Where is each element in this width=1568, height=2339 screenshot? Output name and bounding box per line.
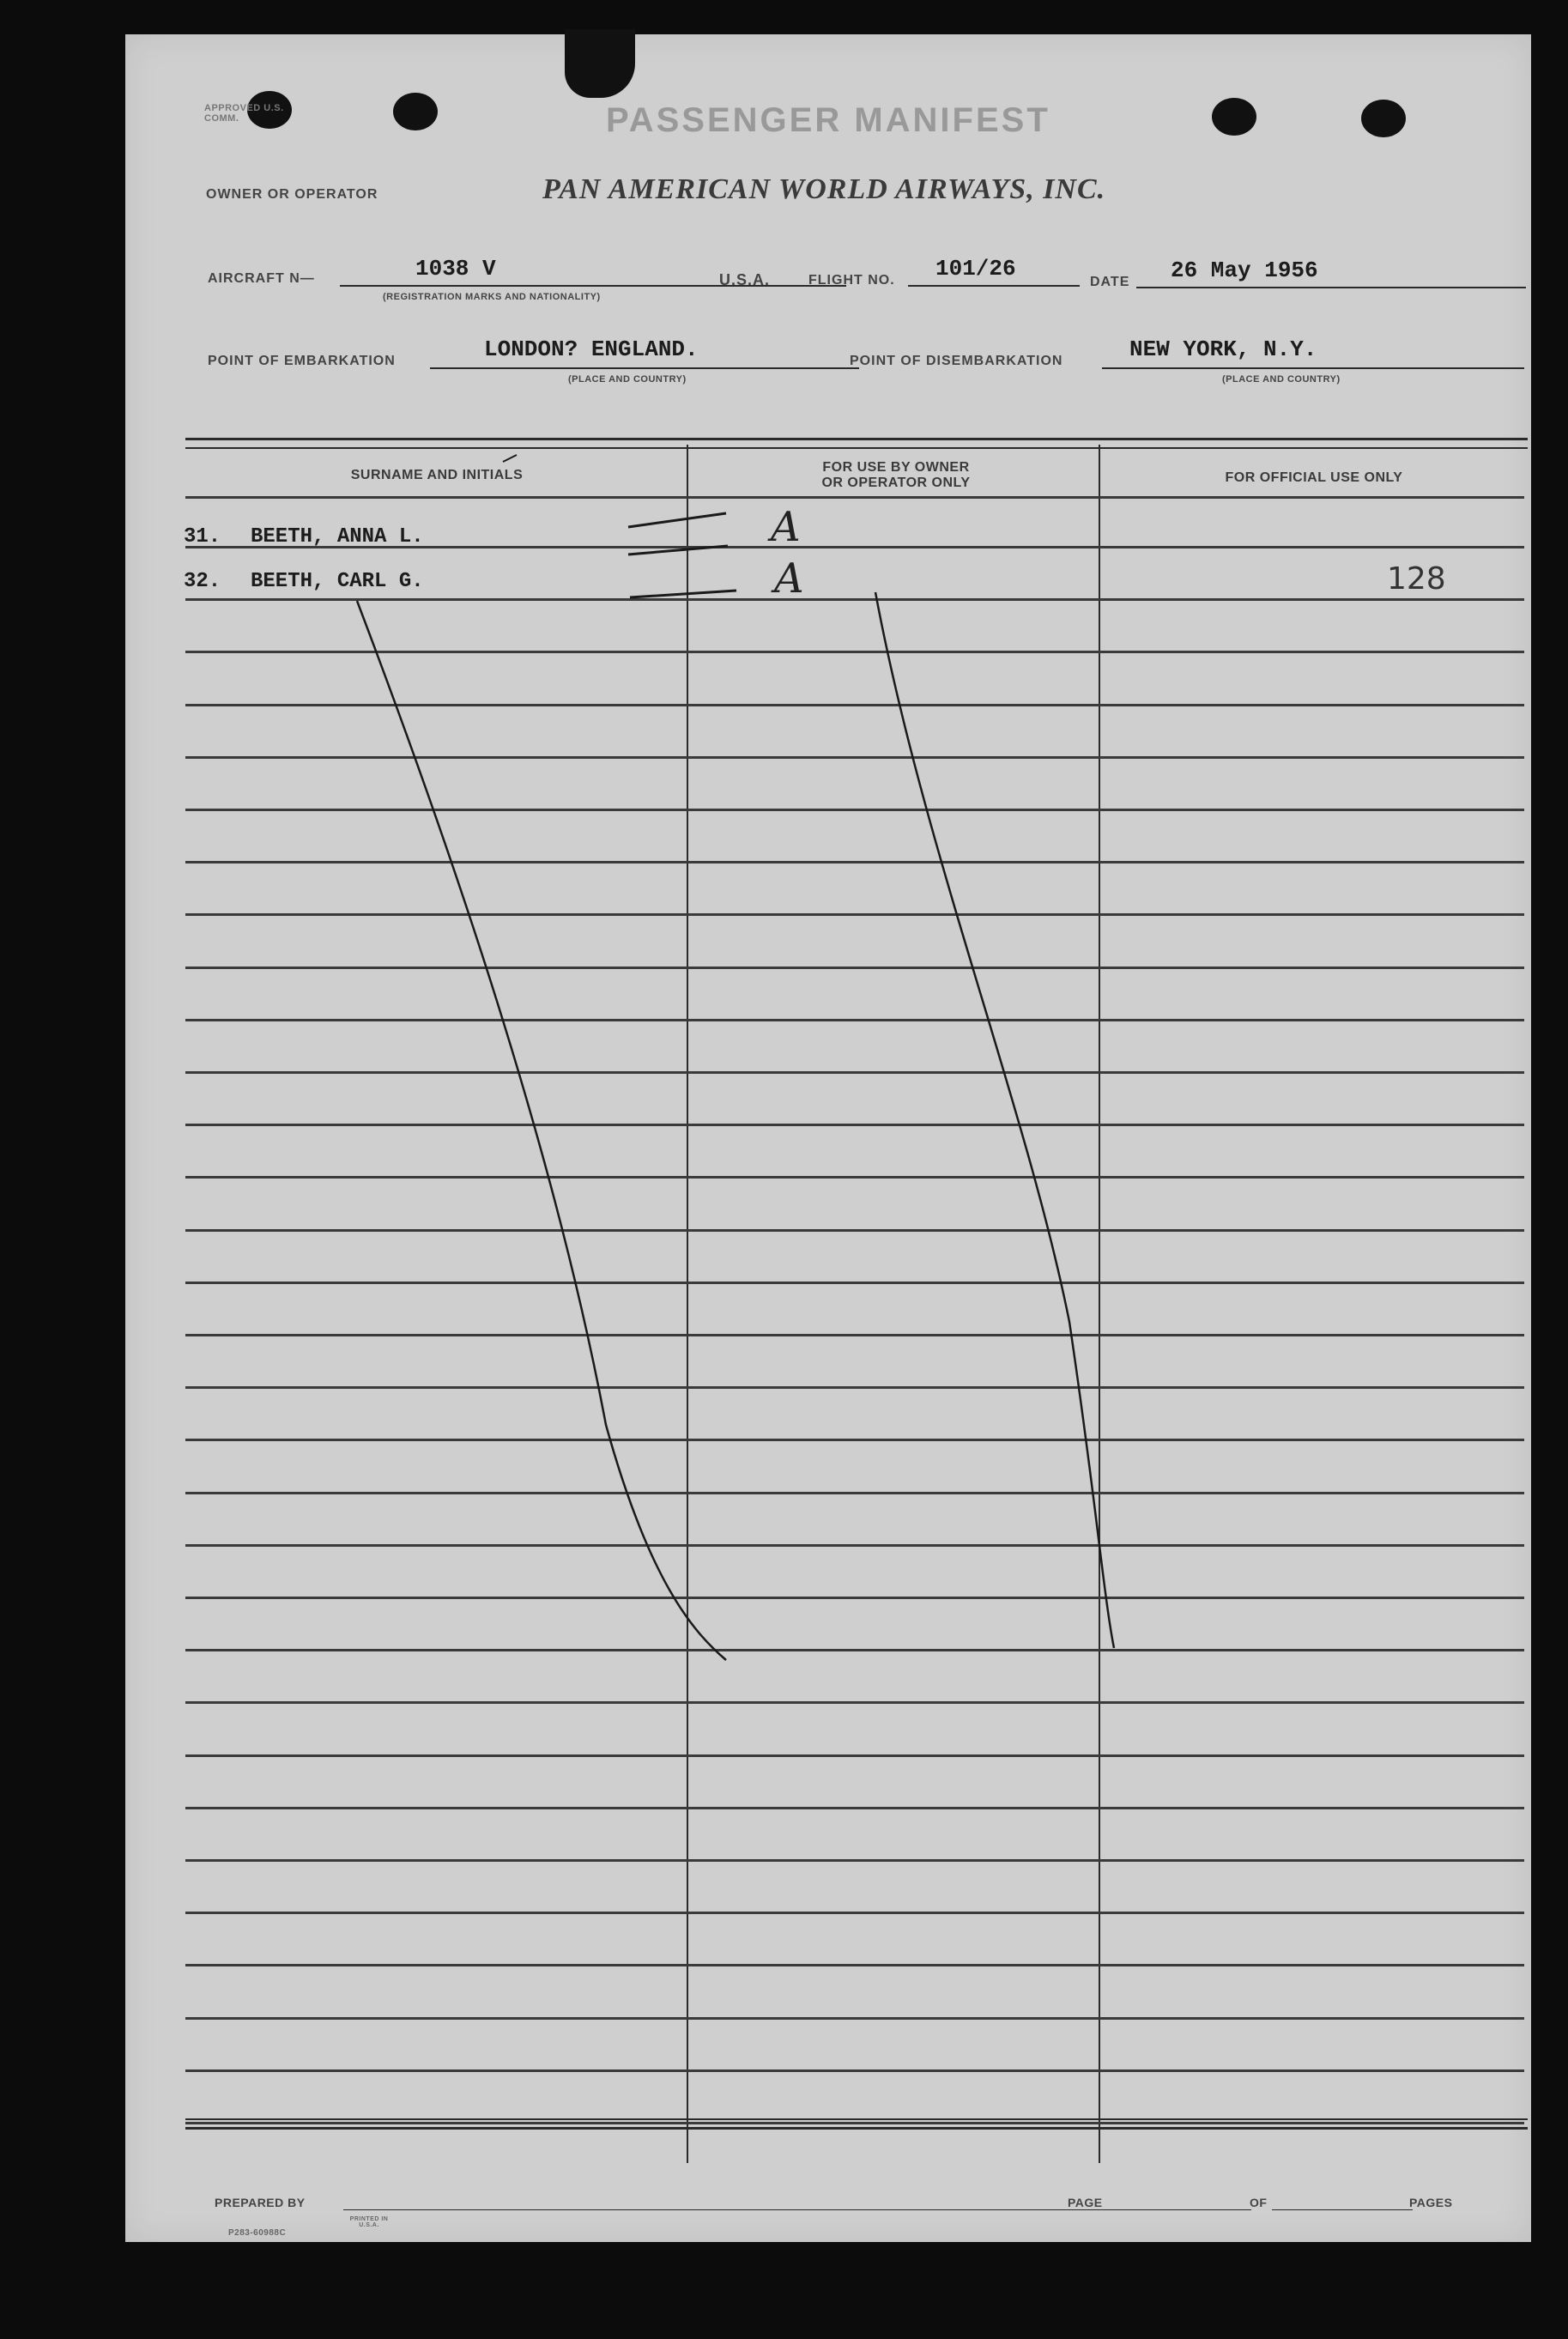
manifest-sheet	[125, 34, 1531, 2242]
of-label: OF	[1250, 2196, 1268, 2209]
handwritten-strokes	[125, 34, 1531, 2242]
embark-value: LONDON? ENGLAND.	[484, 336, 699, 362]
aircraft-sub: (REGISTRATION MARKS AND NATIONALITY)	[383, 292, 601, 302]
owner-value: PAN AMERICAN WORLD AIRWAYS, INC.	[542, 173, 1106, 205]
passenger-number: 31.	[184, 525, 221, 548]
pages-label: PAGES	[1409, 2196, 1453, 2209]
prepared-by-label: PREPARED BY	[215, 2196, 306, 2209]
prepared-by-underline	[343, 2209, 1190, 2210]
disembark-sub: (PLACE AND COUNTRY)	[1222, 374, 1341, 385]
page-label: PAGE	[1068, 2196, 1103, 2209]
date-label: DATE	[1090, 275, 1130, 289]
official-use-value: 128	[1387, 561, 1446, 597]
handwritten-mark: A	[774, 554, 804, 603]
date-value: 26 May 1956	[1171, 258, 1318, 283]
column-header-owner-use-2: OR OPERATOR ONLY	[821, 476, 971, 490]
usa-label: U.S.A.	[719, 271, 771, 288]
owner-label: OWNER OR OPERATOR	[206, 187, 378, 202]
page-underline	[1111, 2209, 1251, 2210]
embark-sub: (PLACE AND COUNTRY)	[568, 374, 687, 385]
flight-label: FLIGHT NO.	[808, 273, 895, 288]
handwritten-mark: A	[771, 503, 801, 551]
aircraft-label: AIRCRAFT N—	[208, 271, 315, 286]
disembark-label: POINT OF DISEMBARKATION	[850, 354, 1063, 368]
column-header-surname: SURNAME AND INITIALS	[350, 468, 524, 482]
of-underline	[1272, 2209, 1413, 2210]
approval-stamp: APPROVED U.S. COMM.	[204, 103, 284, 124]
aircraft-value: 1038 V	[415, 256, 496, 282]
flight-value: 101/26	[935, 256, 1016, 282]
column-header-official: FOR OFFICIAL USE ONLY	[1225, 470, 1403, 485]
passenger-name: BEETH, CARL G.	[251, 570, 424, 593]
table-bottom-double-rule	[185, 2118, 1528, 2130]
column-header-owner-use-1: FOR USE BY OWNER	[822, 460, 970, 475]
union-stamp: PRINTED IN U.S.A.	[349, 2216, 389, 2228]
passenger-name: BEETH, ANNA L.	[251, 525, 424, 548]
embark-label: POINT OF EMBARKATION	[208, 354, 396, 368]
disembark-value: NEW YORK, N.Y.	[1129, 336, 1317, 362]
passenger-number: 32.	[184, 570, 221, 593]
page-title: PASSENGER MANIFEST	[606, 101, 1050, 139]
form-code: P283-60988C	[228, 2228, 287, 2238]
